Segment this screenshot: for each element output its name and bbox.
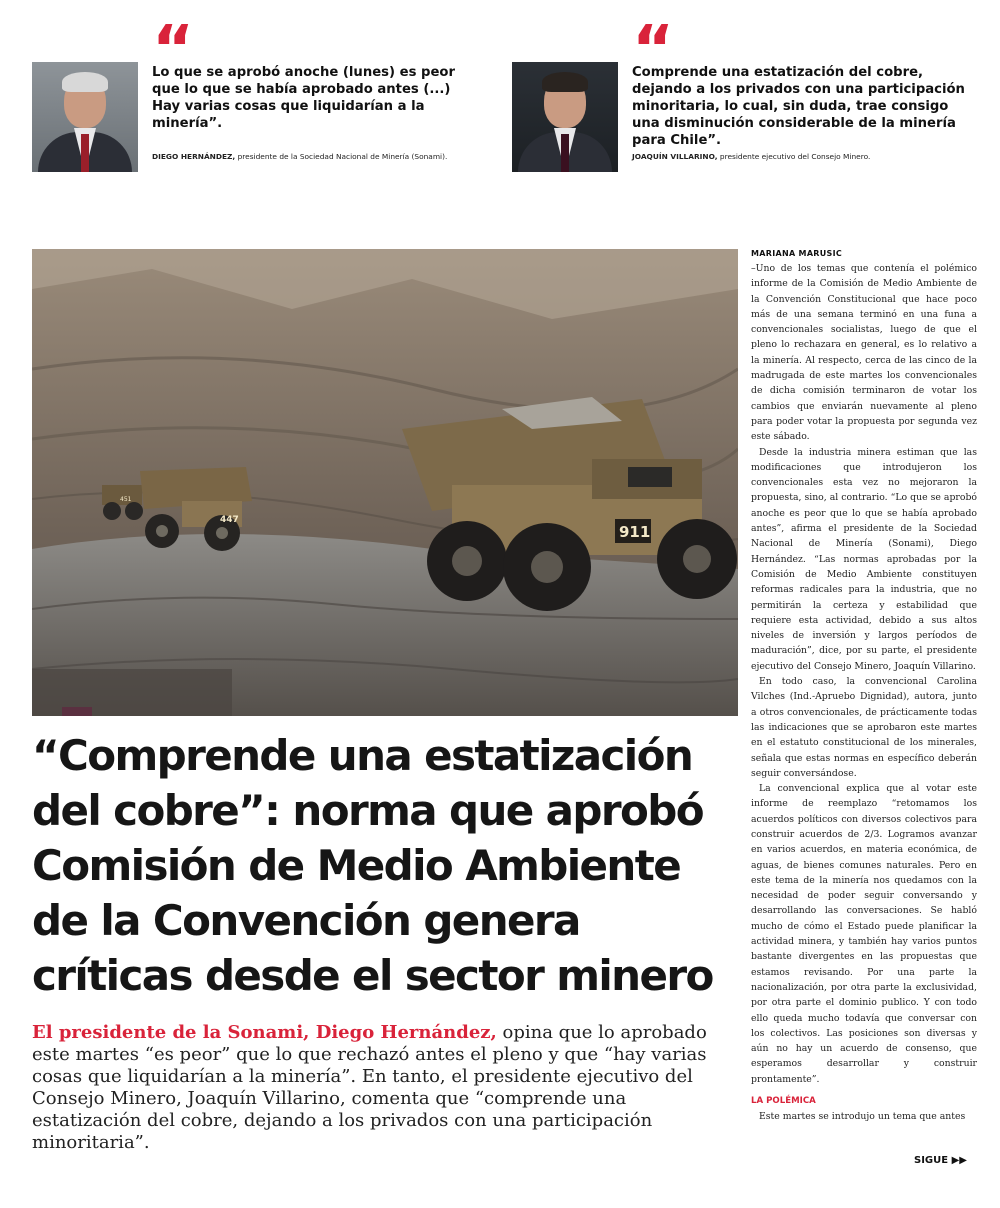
- lede-text: opina que lo aprobado este martes “es peor” que lo que rechazó antes el pleno y que “hay varias cosas que liquidarían a la minería”. En tanto, el presidente ejecutivo del Consejo Minero, Joaquín Villarino, comenta que “comprende una estatización del cobre, dejando a los privados con una participación minoritaria”.: [32, 1022, 707, 1153]
- quote-mark-icon: “: [632, 18, 675, 62]
- body-paragraph: En todo caso, la convencional Carolina Vilches (Ind.-Apruebo Dignidad), autora, junto a otros convencionales, de prácticamente todas las indicaciones que se aprobaron este martes en el estatuto constitucional de los minerales, señala que estas normas en específico deberán seguir conversándose.: [751, 676, 977, 779]
- lede-highlight: El presidente de la Sonami, Diego Hernández,: [32, 1022, 497, 1043]
- article-column: [751, 249, 977, 1124]
- body-paragraph: La convencional explica que al votar este informe de reemplazo “retomamos los acuerdos políticos con diversos colectivos para construir acuerdos de 2/3. Logramos avanzar en varios acuerdos, en materia económica, de aguas, de bienes comunes naturales. Pero en este tema de la minería nos quedamos con la necesidad de poder seguir conversando y desarrollando las conversaciones. Se habló mucho de cómo el Estado puede planificar la actividad minera, y también hay varios puntos bastante divergentes en las propuestas que estamos revisando. Por una parte la nacionalización, por otra parte la exclusividad, por otra parte el dominio publico. Y con todo ello queda mucho todavía que conversar con los colectivos. Las posiciones son diversas y aún no hay un acuerdo de consenso, que esperamos desarrollar y construir prontamente”.: [751, 783, 977, 1085]
- byline: MARIANA MARUSIC: [751, 249, 843, 258]
- quote-text: Lo que se aprobó anoche (lunes) es peor que lo que se había aprobado antes (...) Hay varias cosas que liquidarían a la minería”.: [152, 65, 455, 131]
- svg-text:911: 911: [619, 523, 651, 541]
- body-paragraph: Desde la industria minera estiman que las modificaciones que introdujeron los convencionales esta vez no mejoraron la propuesta, sino, al contrario. “Lo que se aprobó anoche es peor que lo que se había aprobado antes”, afirma el presidente de la Sociedad Nacional de Minería (Sonami), Diego Hernández. “Las normas aprobadas por la Comisión de Medio Ambiente constituyen reformas radicales para la industria, que no permitirán la certeza y estabilidad que requiere esta actividad, debido a sus altos niveles de inversión y largos períodos de maduración”, dice, por su parte, el presidente ejecutivo del Consejo Minero, Joaquín Villarino.: [751, 446, 977, 672]
- svg-text:447: 447: [220, 515, 239, 525]
- portrait-joaquin-villarino: [512, 62, 618, 172]
- quote-text: Comprende una estatización del cobre, dejando a los privados con una participación minoritaria, lo cual, sin duda, trae consigo una disminución considerable de la minería para Chile”.: [632, 65, 965, 148]
- body-paragraph: Este martes se introdujo un tema que antes: [759, 1111, 966, 1123]
- lede: [32, 1022, 732, 1154]
- svg-text:451: 451: [120, 496, 132, 503]
- headline: “Comprende una estatización del cobre”: norma que aprobó Comisión de Medio Ambiente de la Convención genera críticas desde el sector minero: [32, 731, 713, 1000]
- portrait-diego-hernandez: [32, 62, 138, 172]
- quote-author: JOAQUÍN VILLARINO, presidente ejecutivo del Consejo Minero.: [632, 152, 871, 161]
- continue-label: SIGUE ▶▶: [914, 1155, 967, 1166]
- section-subhead: LA POLÉMICA: [751, 1096, 816, 1107]
- quote-mark-icon: “: [152, 18, 195, 62]
- mine-trucks-photo: [32, 249, 738, 716]
- quote-author: DIEGO HERNÁNDEZ, presidente de la Sociedad Nacional de Minería (Sonami).: [152, 152, 448, 161]
- body-paragraph: –Uno de los temas que contenía el polémico informe de la Comisión de Medio Ambiente de la Convención Constitucional que hace poco más de una semana terminó en una funa a convencionales socialistas, luego de que el pleno lo rechazara en general, es lo relativo a la minería. Al respecto, cerca de las cinco de la madrugada de este martes los convencionales de dicha comisión terminaron de votar los cambios que enviarán nuevamente al pleno para poder votar la propuesta por segunda vez este sábado.: [751, 263, 977, 443]
